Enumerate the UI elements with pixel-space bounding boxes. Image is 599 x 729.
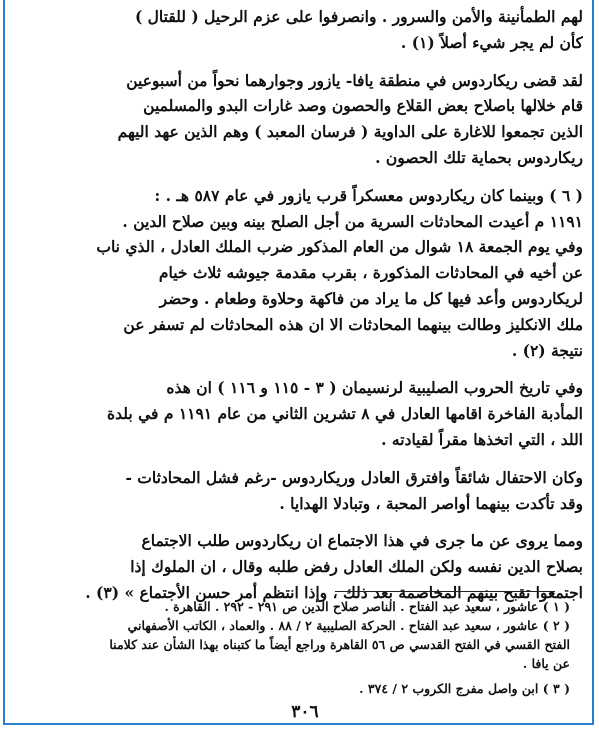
text-line: اللد ، التي اتخذها مقراً لقيادته . [381,429,583,449]
text-line: المأدبة الفاخرة اقامها العادل في ٨ تشرين الثاني من عام ١١٩١ م في بلدة [107,404,583,424]
paragraph-gap [23,56,583,68]
text-line: ١١٩١ م أعيدت المحادثات السرية من أجل الصلح بينه وبين صلاح الدين . [122,211,583,231]
text-line: عن أخيه في المحادثات المذكورة ، بقرب مقدمة جيوشه ثلاث خيام [158,263,583,283]
paragraph [23,375,583,452]
text-line: كأن لم يجر شيء أصلاً (١) . [400,32,583,52]
paragraph [23,528,583,605]
paragraph-gap [23,453,583,465]
page-frame [3,0,594,725]
text-line: بصلاح الدين نفسه ولكن الملك العادل رفض طلبه وقال ، ان الملوك إذا [130,557,583,577]
text-line: نتيجة (٢) . [511,340,583,360]
paragraph-gap [23,516,583,528]
footnote-line: الفتح القسي في الفتح القدسي ص ٥٦ القاهرة وراجع أيضاً ما كتبناه بهذا الشأن عند كلامنا [109,637,570,652]
text-line: الذين تجمعوا للاغارة على الداوية ( فرسان المعبد ) وهم الذين عهد اليهم [117,122,583,142]
paragraph [23,68,583,171]
text-line: ملك الانكليز وطالت بينهما المحادثات الا ان هذه المحادثات لم تسفر عن [123,314,583,334]
paragraph [23,465,583,517]
text-line: وفي يوم الجمعة ١٨ شوال من العام المذكور ضرب الملك العادل ، الذي ناب [96,237,583,257]
paragraph [23,4,583,56]
paragraph-gap [23,171,583,183]
footnote-line: ( ٢ ) عاشور ، سعيد عبد الفتاح . الحركة الصليبية ٢ / ٨٨ . والعماد ، الكاتب الأصفهاني [127,618,570,633]
footnote-line: ( ١ ) عاشور ، سعيد عبد الفتاح . الناصر صلاح الدين ص ٢٩١ - ٢٩٢ . القاهرة . [164,599,570,614]
text-line: قام خلالها باصلاح بعض القلاع والحصون وصد غارات البدو والمسلمين [143,96,583,116]
text-line: لهم الطمأنينة والأمن والسرور . وانصرفوا على عزم الرحيل ( للقتال ) [134,7,583,26]
paragraph [23,183,583,364]
text-line: وفي تاريخ الحروب الصليبية لرنسيمان ( ٣ - ١١٥ و ١١٦ ) ان هذه [166,378,583,398]
paragraph-gap [23,363,583,375]
footnote-line: عن يافا . [522,656,570,671]
text-line: ريكاردوس بحماية تلك الحصون . [375,147,583,167]
footnote-line: ( ٣ ) ابن واصل مفرج الكروب ٢ / ٣٧٤ . [359,681,570,696]
page-number: ٣٠٦ [291,702,319,722]
text-line: وكان الاحتفال شائقاً وافترق العادل وريكاردوس -رغم فشل المحادثات - [125,467,583,487]
footnote-divider [335,591,555,592]
text-line: لريكاردوس وأعد فيها كل ما يراد من فاكهة وحلاوة وطعام . وحضر [159,288,583,308]
text-line: لقد قضى ريكاردوس في منطقة يافا- يازور وجوارهما نحواً من أسبوعين [126,70,583,90]
book-page-body [23,4,583,606]
text-line: وقد تأكدت بينهما أواصر المحبة ، وتبادلا الهدايا . [279,493,583,513]
text-line: ومما يروى عن ما جرى في هذا الاجتماع ان ريكاردوس طلب الاجتماع [141,531,583,551]
text-line: ( ٦ ) وبينما كان ريكاردوس معسكراً قرب يازور في عام ٥٨٧ هـ . : [154,185,583,205]
text-line: اجتمعوا تقبح بينهم المخاصمة بعد ذلك ، وإذا انتظم أمر حسن الأجتماع » (٣) . [85,582,583,602]
